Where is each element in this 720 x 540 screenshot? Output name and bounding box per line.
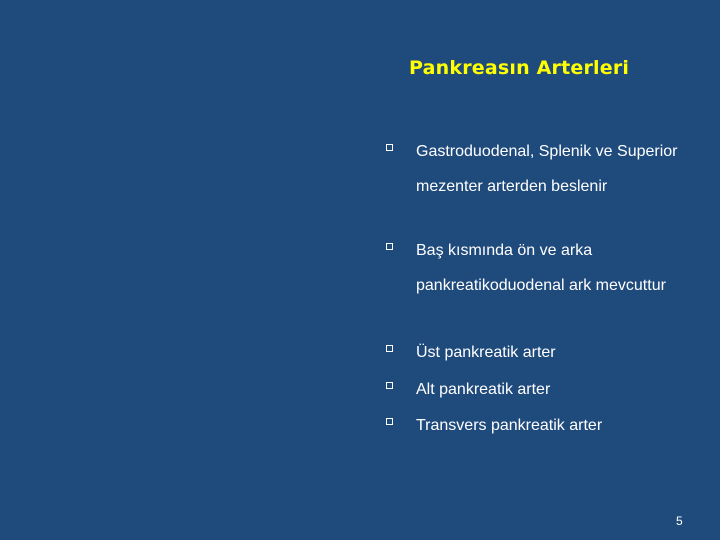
square-bullet-icon (386, 144, 393, 151)
bullet-text: Gastroduodenal, Splenik ve Superior mezenter arterden beslenir (416, 143, 678, 195)
square-bullet-icon (386, 382, 393, 389)
bullet-text: Transvers pankreatik arter (416, 417, 603, 434)
square-bullet-icon (386, 345, 393, 352)
bullet-text: Alt pankreatik arter (416, 381, 551, 398)
bullet-text: Üst pankreatik arter (416, 344, 556, 361)
square-bullet-icon (386, 418, 393, 425)
page-number: 5 (676, 514, 683, 528)
bullet-text: Baş kısmında ön ve arka pankreatikoduodenal ark mevcuttur (416, 242, 666, 294)
square-bullet-icon (386, 243, 393, 250)
slide-title: Pankreasın Arterleri (409, 57, 630, 79)
